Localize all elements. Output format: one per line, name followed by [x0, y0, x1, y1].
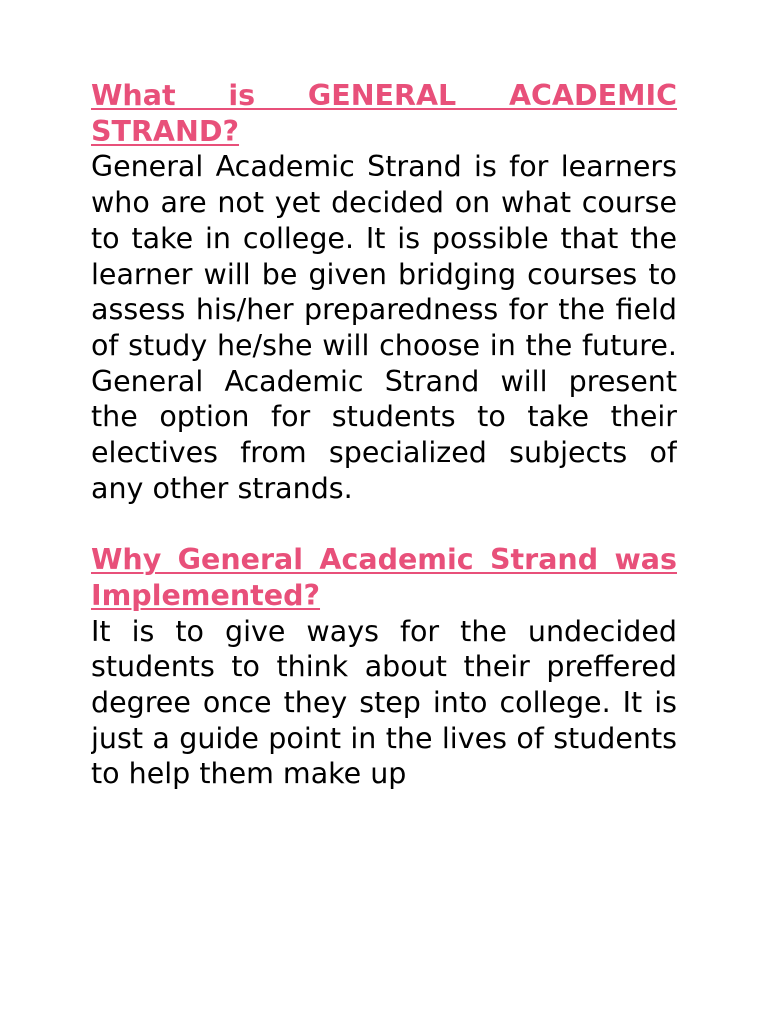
- section-heading-why-implemented: Why General Academic Strand was Implemented?: [91, 543, 677, 612]
- paragraph-spacer: [91, 506, 677, 542]
- section-heading-what-is-gas: What is GENERAL ACADEMIC STRAND?: [91, 79, 677, 148]
- section-body-what-is-gas: General Academic Strand is for learners who are not yet decided on what course to take in college. It is possible that the learner will be given bridging courses to assess his/her preparedness for the field of study he/she will choose in the future. General Academic Strand will present the option for students to take their electives from specialized subjects of any other strands.: [91, 150, 677, 505]
- section-body-why-implemented: It is to give ways for the undecided students to think about their preffered degree once they step into college. It is just a guide point in the lives of students to help them make up: [91, 614, 677, 791]
- document-page: [91, 78, 677, 1024]
